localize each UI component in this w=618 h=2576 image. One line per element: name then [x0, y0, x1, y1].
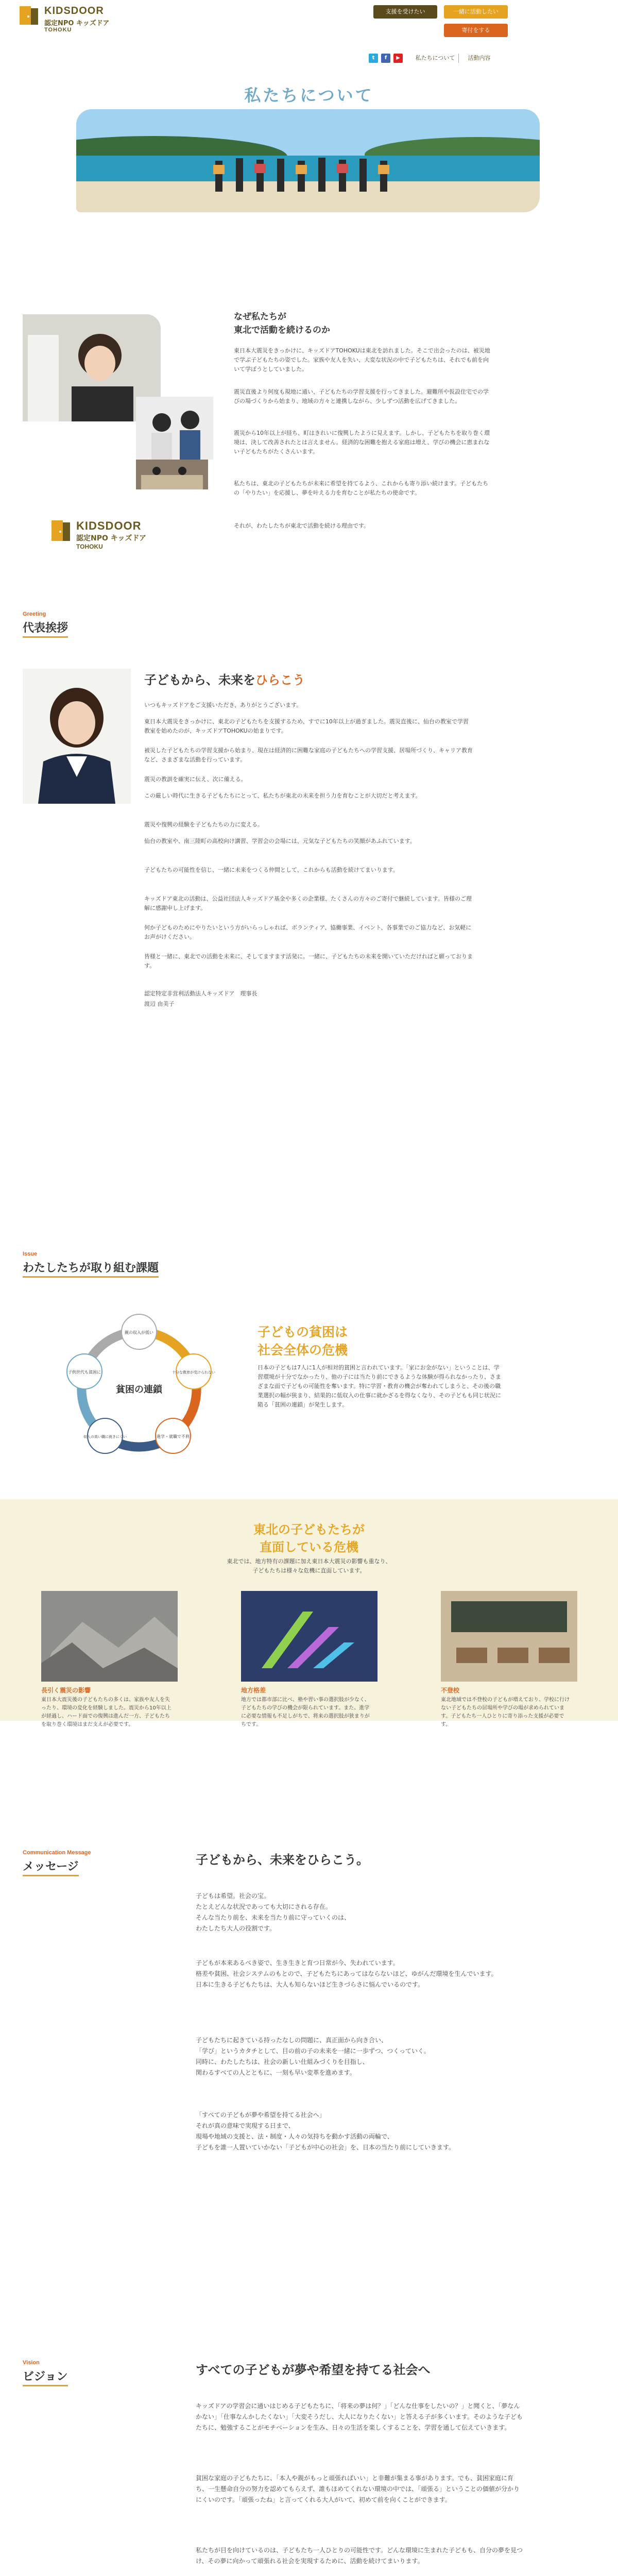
message-paragraph: 子どもが本来あるべき姿で、生き生きと育つ日常が今、失われています。 格差や貧困、社会システムのもとので、子どもたちにあってはならないほど、ゆがんだ環境を生んでいます。 日本に生きる子どもたちは、大人も知らないほど生きづらさに悩んでいるのです。: [196, 1959, 497, 1988]
card-text-truancy: 東北地域では不登校の子どもが増えており、学校に行けない子どもたちの居場所や学びの場が求められています。子どもたち一人ひとりに寄り添った支援が必要です。: [441, 1697, 570, 1727]
signature-org: 認定特定非営利活動法人キッズドア 理事長: [144, 990, 258, 997]
cycle-center-label: 貧困の連鎖: [116, 1384, 162, 1395]
join-button[interactable]: 一緒に活動したい: [444, 5, 508, 19]
kidsdoor-logo-mark[interactable]: [18, 4, 40, 27]
greeting-paragraph: 被災した子どもたちの学習支援から始まり、現在は経済的に困難な家庭の子どもたちへの学習支援、居場所づくり、キャリア教育など、さまざまな活動を行っています。: [144, 747, 473, 763]
vision-paragraph: 貧困な家庭の子どもたちに、「本人や親がもっと頑張ればいい」と非難が集まる事があります。でも、貧困家庭に育ち、一生懸命自分の努力を認めてもらえず、誰もほめてくれない環境の中では、「頑張る」ということの価値が分かりにくいのです。「頑張ったね」と言ってくれる大人がいて、初めて前を向くことができます。: [196, 2475, 520, 2503]
signature-name: 渡辺 由美子: [144, 1001, 175, 1007]
poverty-cycle-diagram: [57, 1307, 221, 1472]
issue-en-label: Issue: [23, 1251, 38, 1257]
why-paragraph: 震災から10年以上が経ち、町はきれいに復興したように見えます。しかし、子どもたちを取り巻く環境は、決して改善されたとは言えません。経済的な困難を抱える家庭は増え、学びの機会に恵まれない子どもたちがたくさんいます。: [234, 430, 490, 455]
twitter-icon[interactable]: t: [369, 54, 378, 63]
greeting-en-label: Greeting: [23, 611, 46, 617]
issue-paragraph: 日本の子どもは7人に1人が相対的貧困と言われています。「家にお金がない」ということは、学習環境が十分でなかったり、他の子には当たり前にできるような体験が得られなかったり、さまざまな面で子どもの可能性を奪います。特に学習・教育の機会が奪われてしまうと、その後の職業選択の幅が狭まり、結果的に低収入の仕事に就かざるを得なくなり、その子どもも同じ状況に陥る「貧困の連鎖」が発生します。: [258, 1364, 501, 1408]
why-heading: なぜ私たちが 東北で活動を続けるのか: [234, 312, 330, 335]
greeting-paragraph: 仙台の教室や、南三陸町の高校向け講習、学習会の会場には、元気な子どもたちの笑顔があふれています。: [144, 838, 416, 844]
message-paragraph: 子どもは希望。社会の宝。 たとえどんな状況であっても大切にされる存在。 そんな当たり前を、未来を当たり前に守っていくのは、 わたしたち大人の役割です。: [196, 1892, 351, 1932]
vision-paragraph: 私たちが目を向けているのは、子どもたち一人ひとりの可能性です。どんな環境に生まれた子どもも、自分の夢を見つけ、その夢に向かって頑張れる社会を実現するために、活動を続けてまいります。: [196, 2547, 523, 2565]
greeting-paragraph: いつもキッズドアをご支援いただき、ありがとうございます。: [144, 702, 302, 708]
why-paragraph: 東日本大震災をきっかけに、キッズドアTOHOKUは東北を訪れました。そこで出会ったのは、被災地で学ぶ子どもたちの姿でした。家族や友人を失い、大変な状況の中で子どもたちは、それでも前を向いて学ぼうとしていました。: [234, 347, 490, 372]
logo-wordmark-large: KIDSDOOR: [76, 519, 142, 532]
card-title-disaster: 長引く震災の影響: [41, 1687, 91, 1694]
message-en-label: Communication Message: [23, 1850, 91, 1856]
kidsdoor-tohoku-logo: [49, 515, 163, 553]
logo-org-name: 認定NPO キッズドア: [44, 20, 110, 27]
card-title-truancy: 不登校: [441, 1687, 460, 1694]
vision-en-label: Vision: [23, 2360, 40, 2366]
why-paragraph: 震災直後より何度も現地に通い、子どもたちの学習支援を行ってきました。避難所や仮設住宅での学びの場づくりから始まり、地域の方々と連携しながら、少しずつ活動を広げてきました。: [234, 388, 489, 404]
regional-gap-graphic: [241, 1591, 377, 1682]
greeting-title: 子どもから、未来をひらこう: [144, 673, 305, 687]
cycle-node-label: 親の収入が低い: [125, 1330, 153, 1335]
why-closing: それが、わたしたちが東北で活動を続ける理由です。: [234, 522, 370, 529]
facebook-icon[interactable]: f: [381, 54, 390, 63]
card-text-disaster: 東日本大震災後の子どもたちの多くは、家族や友人を失ったり、環境の変化を経験しました。震災から10年以上が経過し、ハード面での復興は進んだ一方、子どもたちを取り巻く環境はまだ支えが必要です。: [41, 1697, 171, 1727]
rubble-photo: [41, 1591, 178, 1682]
greeting-paragraph: 何か子どものためにやりたいという方がいらっしゃれば、ボランティア、協働事業、イベント、各事業でのご協力など、お気軽にお声がけください。: [144, 924, 472, 940]
greeting-paragraph: キッズドア東北の活動は、公益社団法人キッズドア基金や多くの企業様、たくさんの方々のご寄付で継続しています。皆様のご理解に感謝申し上げます。: [144, 895, 472, 911]
donate-button[interactable]: 寄付をする: [444, 24, 508, 37]
message-title: 子どもから、未来をひらこう。: [196, 1853, 369, 1867]
tohoku-subtitle: 東北では、地方特有の課題に加え東日本大震災の影響も重なり、 子どもたちは様々な危機に直面しています。: [227, 1558, 391, 1574]
greeting-heading: 代表挨拶: [23, 619, 68, 638]
cycle-node-label: 進学・就職で不利: [157, 1434, 190, 1439]
card-title-regional: 地方格差: [241, 1687, 266, 1694]
issue-heading: わたしたちが取り組む課題: [23, 1259, 159, 1278]
youtube-icon[interactable]: ▶: [393, 54, 403, 63]
message-paragraph: 「すべての子どもが夢や希望を持てる社会へ」 それが真の意味で実現する日まで、 現場や地域の支援と、法・制度・人々の気持ちを動かす活動の両輪で、 子どもを誰一人置いていかない「子どもが中心の社会」を、日本の当たり前にしていきます。: [196, 2111, 455, 2151]
tohoku-title: 東北の子どもたちが 直面している危機: [253, 1522, 365, 1554]
hero-beach-photo: [76, 109, 540, 212]
message-paragraph: 子どもたちに起きている持ったなしの問題に、真正面から向き合い、 「学び」というカタチとして、目の前の子の未来を一緒に一歩ずつ、つくっていく。 同時に、わたしたちは、社会の新しい仕組みづくりを目指し、 関わるすべての人とともに、一刻も早い変革を進めます。: [196, 2037, 430, 2076]
greeting-paragraph: 震災や復興の経験を子どもたちの力に変える。: [144, 821, 263, 828]
greeting-paragraph: 皆様と一緒に、東北での活動を未来に、そしてますます活発に。一緒に、子どもたちの未来を開いていただければと願っております。: [144, 953, 473, 969]
greeting-paragraph: 東日本大震災をきっかけに、東北の子どもたちを支援するため、すでに10年以上が過ぎました。震災直後に、仙台の教室で学習教室を始めたのが、キッズドアTOHOKUの始まりです。: [144, 718, 469, 734]
issue-title: 子どもの貧困は 社会全体の危機: [258, 1325, 348, 1358]
message-heading: メッセージ: [23, 1858, 79, 1876]
logo-org-large: 認定NPO キッズドア: [76, 534, 147, 543]
page-title: 私たちについて: [244, 86, 374, 105]
cycle-node-label: 子供世代も貧困に: [68, 1370, 101, 1375]
why-paragraph: 私たちは、東北の子どもたちが未来に希望を持てるよう、これからも寄り添い続けます。子どもたちの「やりたい」を応援し、夢を叶える力を育むことが私たちの使命です。: [234, 480, 489, 496]
logo-region-large: TOHOKU: [76, 543, 103, 550]
empty-classroom-photo: [441, 1591, 577, 1682]
vision-title: すべての子どもが夢や希望を持てる社会へ: [196, 2363, 431, 2377]
logo-wordmark[interactable]: KIDSDOOR: [44, 5, 104, 16]
greeting-paragraph: 震災の教訓を確実に伝え、次に備える。: [144, 776, 247, 783]
greeting-paragraph: この厳しい時代に生きる子どもたちにとって、私たちが東北の未来を担う力を育むことが大切だと考えます。: [144, 792, 421, 799]
vision-paragraph: キッズドアの学習会に通いはじめる子どもたちに、「将来の夢は何？」「どんな仕事をしたいの？」と聞くと、「夢なんかない」「仕事なんかしたくない」「大変そうだし、大人になりたくない」と答える子が多くいます。そのような子どもたちに、勉強することがモチベーションを生み、日々の生活を楽しくすることを、学習を通して伝えていきます。: [196, 2402, 523, 2431]
cycle-node-label: 収入の高い職に就きにくい: [83, 1435, 127, 1439]
representative-photo: [23, 669, 131, 804]
nav-activities[interactable]: 活動内容: [458, 54, 500, 63]
card-text-regional: 地方では都市部に比べ、塾や習い事の選択肢が少なく、子どもたちの学びの機会が限られています。また、進学に必要な情報も不足しがちで、将来の選択肢が狭まりがちです。: [241, 1697, 370, 1727]
vision-heading: ビジョン: [23, 2368, 68, 2386]
greeting-paragraph: 子どもたちの可能性を信じ、一緒に未来をつくる仲間として、これからも活動を続けてまいります。: [144, 867, 399, 873]
support-button[interactable]: 支援を受けたい: [373, 5, 437, 19]
cycle-node-label: 十分な教育が受けられない: [172, 1370, 215, 1375]
logo-region: TOHOKU: [44, 27, 72, 33]
children-photo: [136, 397, 213, 460]
classroom-photo: [136, 460, 208, 489]
nav-about[interactable]: 私たちについて: [415, 55, 455, 61]
